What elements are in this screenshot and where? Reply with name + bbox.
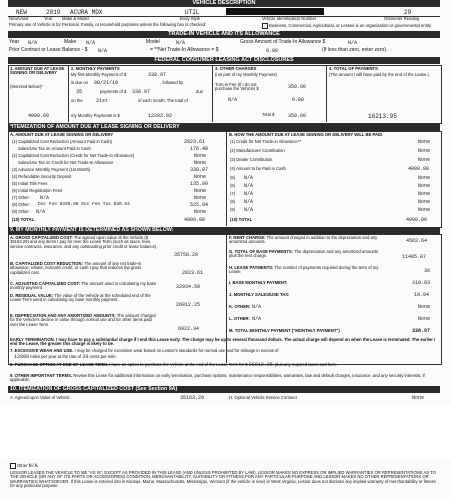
b-row-value: None: [418, 199, 431, 205]
year-value: 2019: [46, 9, 61, 16]
monthly-j-value: 19.94: [414, 292, 430, 298]
trade-model-value: N/A: [176, 40, 186, 46]
monthly-k-value: None: [418, 304, 431, 310]
section-10-h-label: H. Optional Vehicle Service Contract: [229, 395, 297, 400]
monthly-l-text: N/A: [252, 316, 262, 322]
box2-due2: due: [196, 89, 203, 94]
monthly-c-value: 32934.59: [176, 284, 201, 290]
box2-payments-label: payments of $: [100, 89, 127, 94]
a-row-label: (8) Other:: [12, 202, 30, 207]
monthly-f: F. RENT CHARGE: The amount charged in addition to the depreciation and any amortized amounts.: [229, 235, 378, 245]
trade-gross-value: N/A: [348, 40, 358, 46]
box3-turnin-value: 350.00: [288, 84, 307, 90]
trade-make-value: N/A: [86, 40, 96, 46]
b-row-value: None: [418, 157, 431, 163]
b-row-value: None: [418, 207, 431, 213]
b-row-value: None: [418, 139, 431, 145]
monthly-h: H. LEASE PAYMENTS: The number of payments required during the term of my Lease.: [229, 265, 379, 275]
a-row-value: 2823.61: [184, 139, 206, 145]
b-row-label: (9): [230, 207, 236, 212]
box3-blank-value: N/A: [228, 97, 238, 103]
b-row-label: (7): [230, 191, 236, 196]
monthly-c: C. ADJUSTED CAPITALIZED COST: The amount used in calculating my base monthly payment.: [10, 281, 157, 291]
monthly-k-label: K. OTHER:: [229, 304, 251, 309]
box2-followed: , followed by: [160, 80, 184, 85]
a-row-label: (3) Advance Monthly Payment (1st Month): [12, 167, 91, 172]
trade-in-title: TRADE-IN VEHICLE AND ITS ALLOWANCE: [8, 31, 440, 38]
b-row-value: None: [418, 191, 431, 197]
col-odometer: Odometer Reading: [384, 16, 420, 21]
box2-first-label: My first Monthly Payment of $: [71, 72, 127, 77]
a-total-label: (10) TOTAL: [12, 217, 35, 222]
box2-due-value: 08/21/19: [94, 80, 119, 86]
b-row-label: (1) Credit for Net Trade-in Allowance**: [230, 139, 301, 144]
section-10-h-value: None: [412, 395, 425, 401]
a-row-value: 135.00: [190, 181, 209, 187]
prior-contract-value: N/A: [98, 48, 108, 54]
box2-each-month: of each month. The total of: [138, 98, 188, 103]
b-blank-text: N/A: [244, 199, 254, 205]
a-row-label: (7) Other:: [12, 195, 30, 200]
a-row-label: (9) Other:: [12, 209, 30, 214]
box2-total-value: 12202.92: [148, 113, 173, 119]
a-row-value: None: [194, 188, 207, 194]
box2-count-value: 35: [76, 89, 83, 95]
col-vin: Vehicle Identification Number: [262, 16, 317, 21]
b-blank-text: N/A: [244, 191, 254, 197]
monthly-b-value: 2823.61: [182, 270, 204, 276]
box1-note: (Itemized Below)*: [10, 84, 43, 89]
business-use-text: Business, Commercial, Agricultural, or Lessee is an organization or governmental entity.: [262, 23, 442, 29]
itemization-b-title: B. HOW THE AMOUNT DUE AT LEASE SIGNING OR DELIVERY WILL BE PAID: [229, 132, 383, 137]
a-row-value: None: [194, 174, 207, 180]
a-other8-text: Doc Fee $495.00 Doc Fee Tax $30.94: [38, 202, 130, 207]
a-row-value: None: [194, 160, 207, 166]
section-8: 8. PURCHASE OPTION AT END OF LEASE TERM. I have an option to purchase the Vehicle at the end of the Lease Term for $ 26012.25, plus any required taxes and fees.: [10, 362, 337, 368]
a-row-label: Sales/Use Tax on Amount Paid in Cash: [18, 146, 91, 151]
monthly-b: B. CAPITALIZED COST REDUCTION: The amount of any net trade-in allowance, rebate, noncash credit, or cash I pay that reduces the gross capitalized cost.: [10, 261, 142, 275]
section-10-a-value: 35163.29: [180, 395, 205, 401]
trade-year-value: N/A: [28, 40, 38, 46]
box4-title: 4. TOTAL OF PAYMENTS: [329, 66, 378, 71]
b-row-value: None: [418, 183, 431, 189]
b-row-label: (4) Amount to be Paid in Cash: [230, 166, 286, 171]
prior-contract-label: Prior Contract or Lease Balance - $: [9, 47, 88, 53]
b-row-label: (8): [230, 199, 236, 204]
make-model-value: ACURA MDX: [70, 9, 103, 16]
monthly-i-value: 319.03: [412, 280, 431, 286]
monthly-m-label: M. TOTAL MONTHLY PAYMENT ("MONTHLY PAYMENT"): [229, 328, 340, 333]
b-row-label: (5): [230, 175, 236, 180]
box3-sub: (not part of my Monthly Payment): [215, 72, 277, 77]
col-year: Year: [44, 16, 53, 21]
monthly-l-value: None: [418, 316, 431, 322]
trade-model-label: Model: [146, 39, 160, 45]
a-row-value: None: [194, 209, 207, 215]
other-checkbox[interactable]: [10, 463, 16, 469]
box2-day-value: 21st: [96, 98, 109, 104]
b-blank-text: N/A: [244, 183, 254, 189]
trade-year-label: Year: [9, 39, 20, 45]
b-blank-text: N/A: [244, 207, 254, 213]
a-row-label: (6) Initial Registration Fees: [12, 188, 63, 193]
primary-use-text: Primary use of Vehicle is for Personal, Family, or Household purposes unless the following box is checked:: [9, 22, 207, 27]
a-row-value: None: [194, 195, 207, 201]
net-trade-note: (If less than zero, enter zero).: [322, 47, 388, 53]
box3-total-value: 350.00: [288, 113, 307, 119]
col-new-used: New/Used: [9, 16, 29, 21]
box2-title: 2. MONTHLY PAYMENTS: [71, 66, 120, 71]
monthly-l-label: L. OTHER:: [229, 316, 250, 321]
section-7: 7. EXCESSIVE WEAR AND USE. I may be charged for excessive wear based on Lessor's standards for normal use and for mileage in excess of: [10, 348, 279, 353]
divider: [68, 65, 69, 122]
a-row-value: 176.48: [190, 146, 209, 152]
a-total-value: 4000.00: [184, 217, 206, 223]
page-gap: [0, 405, 451, 458]
vehicle-description-title: VEHICLE DESCRIPTION: [8, 0, 440, 7]
box2-total-label: my Monthly Payments is $: [71, 113, 120, 118]
new-used-value: NEW: [16, 9, 27, 16]
b-row-value: None: [418, 175, 431, 181]
itemization-title: *ITEMIZATION OF AMOUNT DUE AT LEASE SIGNING OR DELIVERY: [8, 124, 440, 131]
box4-value: 16213.95: [368, 113, 397, 120]
box4-sub: (The amount I will have paid by the end of the Lease.): [329, 72, 429, 77]
box3-blank-amount: 0.00: [292, 97, 305, 103]
monthly-m-value: 338.97: [412, 328, 431, 334]
net-trade-value: 0.00: [266, 48, 279, 54]
monthly-f-value: 4562.64: [406, 238, 428, 244]
monthly-title: 9. MY MONTHLY PAYMENT IS DETERMINED AS SHOWN BELOW:: [8, 227, 440, 234]
section-10-title: 10. ITEMIZATION OF GROSS CAPITALIZED COST (See Section 9A): [8, 386, 440, 393]
section-7-miles: 12000 miles per year at the rate of 20 cents per mile.: [14, 354, 117, 360]
a-row-label: Sales/Use Tax on Credit for Net Trade-In Allowance: [18, 160, 114, 165]
monthly-d-value: 26012.25: [176, 302, 201, 308]
monthly-k-text: N/A: [252, 304, 262, 310]
federal-title: FEDERAL CONSUMER LEASING ACT DISCLOSURES: [8, 57, 440, 64]
b-total-value: 4000.00: [406, 217, 428, 223]
b-blank-text: N/A: [244, 175, 254, 181]
trade-make-label: Make: [64, 39, 77, 45]
b-row-label: (2) Manufacturer Contribution: [230, 148, 285, 153]
itemization-a-title: A. AMOUNT DUE AT LEASE SIGNING OR DELIVERY: [10, 132, 114, 137]
monthly-g-value: 11485.07: [402, 254, 427, 260]
monthly-e-value: 6922.34: [178, 326, 200, 332]
body-style-value: UTIL: [185, 9, 200, 16]
col-make-model: Make & Model: [62, 16, 89, 21]
b-total-label: (10) TOTAL: [230, 217, 253, 222]
col-body: Body Style: [180, 16, 201, 21]
monthly-j-label: J. MONTHLY SALES/USE TAX:: [229, 292, 290, 297]
box1-title: 1. AMOUNT DUE AT LEASE SIGNING OR DELIVERY: [10, 66, 65, 76]
divider: [326, 65, 327, 122]
divider: [226, 131, 227, 226]
monthly-d: D. RESIDUAL VALUE: The value of the Vehicle at the scheduled end of the Lease Term used in calculating my base monthly payment.: [10, 293, 151, 303]
trade-gross-label: Gross Amount of Trade-In Allowance $: [240, 39, 326, 45]
box2-first-value: 338.97: [148, 72, 167, 78]
a-other9-text: N/A: [36, 209, 46, 215]
business-use-checkbox[interactable]: [262, 23, 268, 29]
monthly-a-value: 35758.20: [174, 252, 199, 258]
a-row-value: 525.94: [190, 202, 209, 208]
odometer-value: 29: [404, 9, 412, 16]
a-row-label: (4) Refundable Security Deposit: [12, 174, 72, 179]
monthly-a: A. GROSS CAPITALIZED COST: The agreed upon value of the Vehicle ($ 35163.29) and any items I pay for over the Lease Term (such as taxes, fees, service contracts, insurance, and any outstanding prior credit or lease balance).: [10, 235, 158, 249]
a-other7-text: N/A: [40, 195, 50, 201]
vin-redaction: [226, 8, 324, 15]
b-row-label: (3) Dealer Contribution: [230, 157, 273, 162]
section-10-a-label: A. Agreed upon Value of Vehicle: [10, 395, 70, 400]
divider: [212, 65, 213, 122]
footer-other: Other N/A: [10, 463, 38, 469]
a-row-label: (2) Capitalized Cost Reduction (Credit for Net Trade-in Allowance): [12, 153, 135, 158]
net-trade-label: = **Net Trade-In Allowance = $: [150, 47, 219, 53]
monthly-i-label: I. BASE MONTHLY PAYMENT:: [229, 280, 288, 285]
box3-title: 3. OTHER CHARGES: [215, 66, 257, 71]
box3-total-label: Total $: [262, 112, 275, 117]
footer-disclaimer: LESSOR LEASES THE VEHICLE TO ME "AS IS", EXCEPT AS PROVIDED IN THIS LEASE (AND UNLESS PROHIBITED BY LAW). LESSOR MAKES NO EXPRESS OR IMPLIED WARRANTIES OR REPRESENTATIONS AS TO THE VEHICLE (OR ANY OF ITS PARTS OR ACCESSORIES) CONDITION, MERCHANTABILITY, SUITABILITY OR FITNESS FOR ANY PARTICULAR PURPOSE AND LESSOR MAKES NO OTHER REPRESENTATIONS OR WARRANTIES WHATSOEVER. If this Lease is entered into in Kansas, Maine, Massachusetts, Mississippi, Vermont (if the vehicle is new) or West Virginia, Lessor does not disclaim any implied warranty of merchantability or fitness for any particular purpose.: [10, 470, 436, 489]
b-row-value: 4000.00: [408, 166, 430, 172]
b-row-value: None: [418, 148, 431, 154]
a-row-label: (1) Capitalized Cost Reduction (Amount Paid in Cash): [12, 139, 113, 144]
a-row-value: 338.97: [190, 167, 209, 173]
box3-turnin-label: Turn-in Fee (If I do not purchase the Vehicle) $: [215, 82, 259, 92]
a-row-label: (5) Initial Title Fees: [12, 181, 48, 186]
box2-payments-value: 338.97: [132, 89, 151, 95]
a-row-value: None: [194, 153, 207, 159]
box2-due-label: is due on: [71, 80, 88, 85]
box2-on: on the: [71, 98, 83, 103]
monthly-h-value: 36: [424, 268, 431, 274]
box1-value: 4000.00: [28, 113, 50, 119]
monthly-g: G. TOTAL OF BASE PAYMENTS: The depreciation and any amortized amounts plus the rent charge.: [229, 249, 379, 259]
section-9: 9. OTHER IMPORTANT TERMS. Review this Lease for additional information on early termination, purchase options, maintenance responsibilities, warranties, late and default charges, insurance, and any security interests, if applicable.: [10, 373, 425, 383]
monthly-e: E. DEPRECIATION AND ANY AMORTIZED AMOUNTS: The amount charged for the Vehicle's decline in value through normal use and for other items paid over the Lease Term.: [10, 313, 156, 327]
early-termination: EARLY TERMINATION. I may have to pay a substantial charge if I end this Lease early. The charge may be up to several thousand dollars. The actual charge will depend on when the Lease is terminated. The earlier I end the Lease, the greater this charge is likely to be.: [10, 337, 436, 347]
b-row-label: (6): [230, 183, 236, 188]
